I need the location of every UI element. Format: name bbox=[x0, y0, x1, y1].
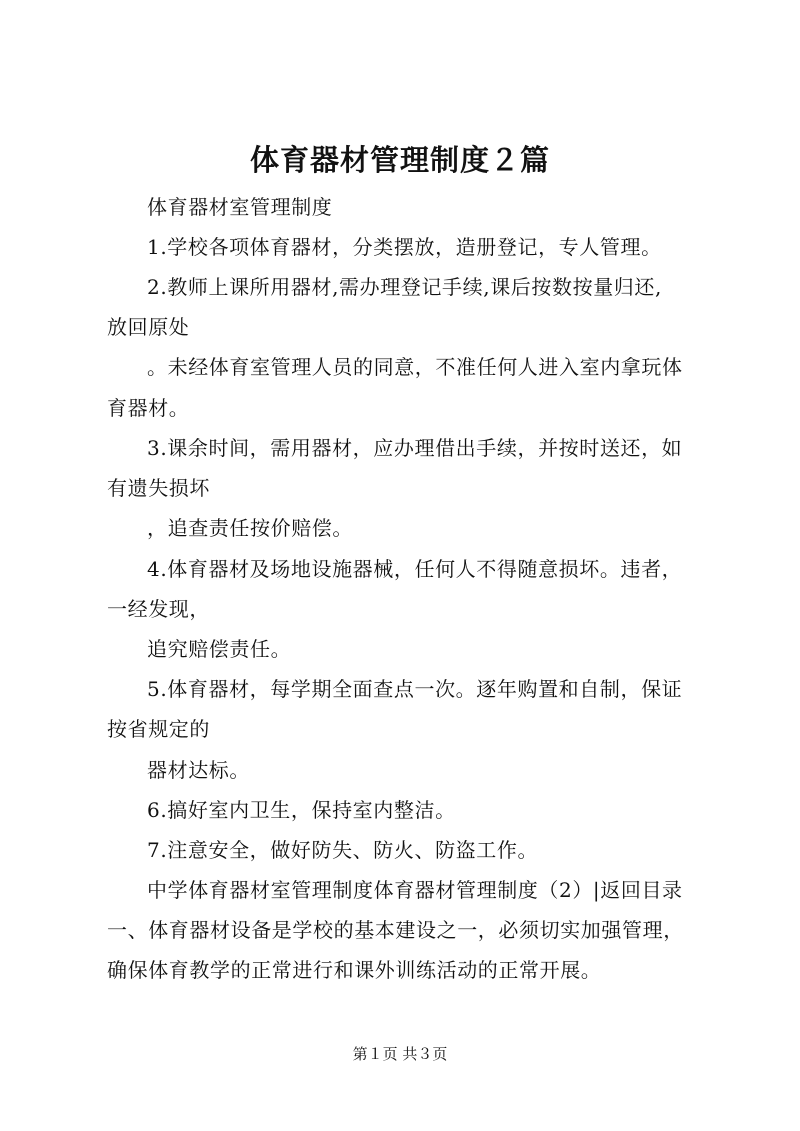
paragraph-line: 一、体育器材设备是学校的基本建设之一，必须切实加强管理， bbox=[107, 918, 684, 942]
paragraph-line: 确保体育教学的正常进行和课外训练活动的正常开展。 bbox=[107, 958, 602, 982]
paragraph-line: 一经发现， bbox=[107, 597, 210, 621]
paragraph-line: 3.课余时间，需用器材，应办理借出手续，并按时送还，如 bbox=[147, 436, 683, 460]
paragraph-line: 6.搞好室内卫生，保持室内整洁。 bbox=[147, 798, 456, 822]
paragraph-line: 育器材。 bbox=[107, 396, 190, 420]
paragraph-line: 体育器材室管理制度 bbox=[147, 195, 333, 219]
document-title: 体育器材管理制度２篇 bbox=[249, 143, 550, 177]
paragraph-line: 7.注意安全，做好防失、防火、防盗工作。 bbox=[147, 838, 539, 862]
paragraph-line: 追究赔偿责任。 bbox=[147, 637, 292, 661]
paragraph-line: 4.体育器材及场地设施器械，任何人不得随意损坏。违者， bbox=[147, 557, 683, 581]
paragraph-line: 中学体育器材室管理制度体育器材管理制度（2）|返回目录 bbox=[147, 878, 683, 902]
paragraph-line: 2.教师上课所用器材,需办理登记手续,课后按数按量归还, bbox=[147, 275, 662, 299]
paragraph-line: 。未经体育室管理人员的同意，不准任何人进入室内拿玩体 bbox=[147, 355, 683, 379]
page-footer: 第１页 共３页 bbox=[352, 1045, 448, 1063]
paragraph-line: 按省规定的 bbox=[107, 717, 210, 741]
paragraph-line: 有遗失损坏 bbox=[107, 476, 210, 500]
paragraph-line: 1.学校各项体育器材，分类摆放，造册登记，专人管理。 bbox=[147, 235, 662, 259]
paragraph-line: 放回原处 bbox=[107, 315, 190, 339]
paragraph-line: 器材达标。 bbox=[147, 758, 250, 782]
paragraph-line: 5.体育器材，每学期全面查点一次。逐年购置和自制，保证 bbox=[147, 677, 683, 701]
paragraph-line: ，追查责任按价赔偿。 bbox=[147, 516, 353, 540]
